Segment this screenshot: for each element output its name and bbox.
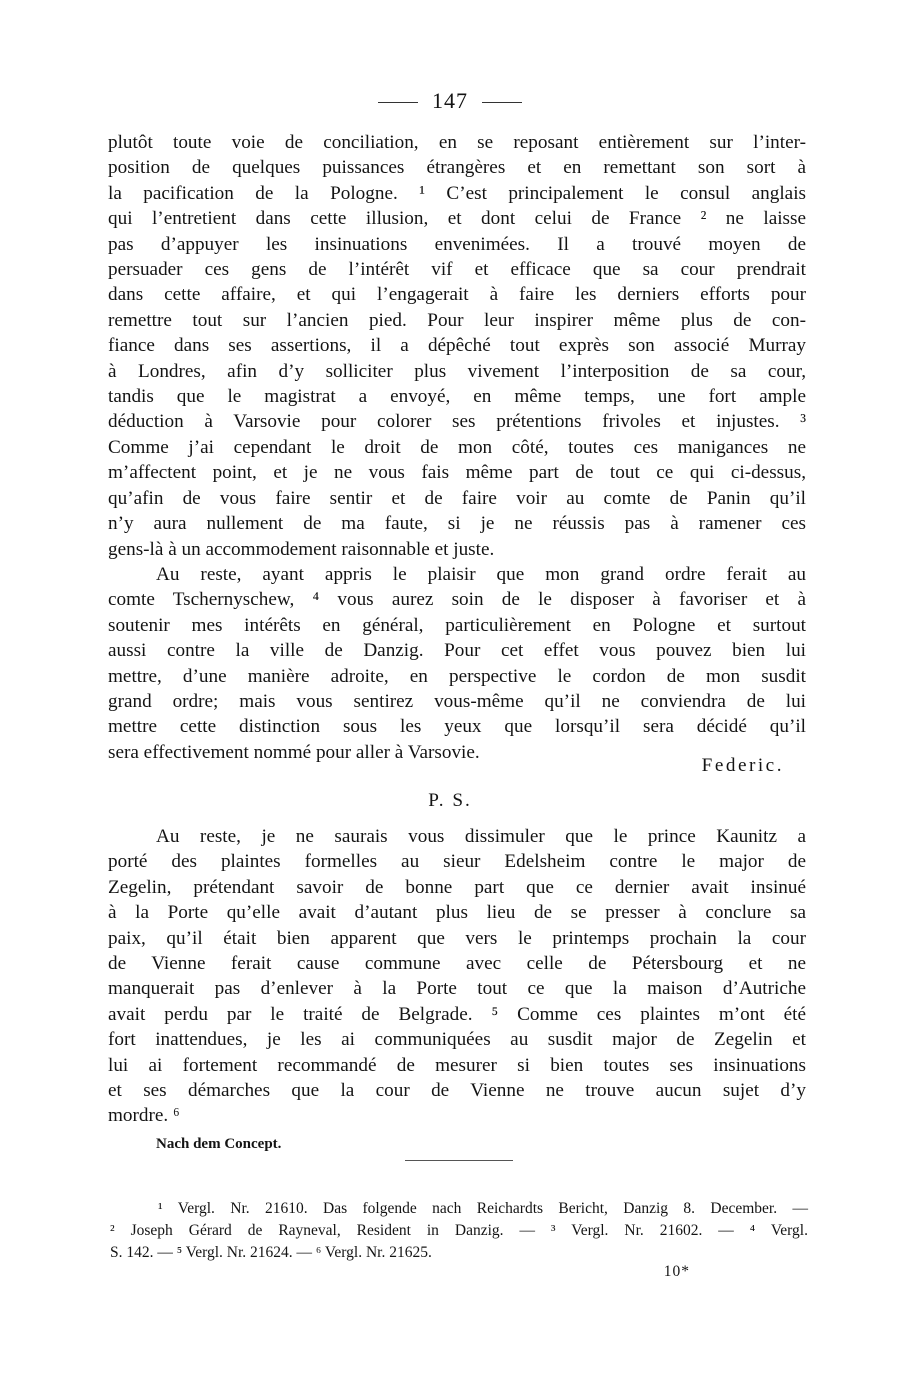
ps-line: Au reste, je ne saurais vous dissimuler que le prince Kaunitz a <box>156 826 806 847</box>
ps-line: porté des plaintes formelles au sieur Edelsheim contre le major de <box>108 851 806 873</box>
body-line: tandis que le magistrat a envoyé, en même temps, une fort ample <box>108 386 806 408</box>
body-line: mettre, d’une manière adroite, en perspective le cordon de mon susdit <box>108 665 806 687</box>
body-line: position de quelques puissances étrangères et en remettant son sort à <box>108 157 806 179</box>
postscript-heading: P. S. <box>428 790 472 811</box>
body-line: dans cette affaire, et qui l’engagerait à faire les derniers efforts pour <box>108 284 806 306</box>
ps-line: Zegelin, prétendant savoir de bonne part que ce dernier avait insinué <box>108 876 806 898</box>
body-line: soutenir mes intérêts en général, particulièrement en Pologne et surtout <box>108 614 806 636</box>
ps-line: de Vienne ferait cause commune avec celle de Pétersbourg et ne <box>108 953 806 975</box>
header-dash-left <box>378 102 418 103</box>
body-line: plutôt toute voie de conciliation, en se reposant entièrement sur l’inter- <box>108 132 806 153</box>
letter-body <box>108 130 806 765</box>
body-line: fiance dans ses assertions, il a dépêché tout exprès son associé Murray <box>108 335 806 357</box>
body-line: qu’afin de vous faire sentir et de faire voir au comte de Panin qu’il <box>108 487 806 509</box>
body-line: Comme j’ai cependant le droit de mon côté, toutes ces manigances ne <box>108 436 806 458</box>
body-line: sera effectivement nommé pour aller à Varsovie. <box>108 741 480 763</box>
ps-line: et ses démarches que la cour de Vienne ne trouve aucun sujet d’y <box>108 1080 806 1102</box>
body-line: la pacification de la Pologne. ¹ C’est principalement le consul anglais <box>108 182 806 204</box>
footnotes <box>110 1198 808 1264</box>
signature-mark: 10* <box>663 1263 690 1280</box>
ps-line: fort inattendues, je les ai communiquées au susdit major de Zegelin et <box>108 1029 806 1051</box>
body-line: grand ordre; mais vous sentirez vous-même qu’il ne conviendra de lui <box>108 690 806 712</box>
footnote-line: S. 142. — ⁵ Vergl. Nr. 21624. — ⁶ Vergl. Nr. 21625. <box>110 1244 432 1261</box>
body-line: m’affectent point, et je ne vous fais même part de tout ce qui ci-dessus, <box>108 462 806 484</box>
footnote-line: ² Joseph Gérard de Rayneval, Resident in Danzig. — ³ Vergl. Nr. 21602. — ⁴ Vergl. <box>110 1222 808 1239</box>
body-line: déduction à Varsovie pour colorer ses prétentions frivoles et injustes. ³ <box>108 411 806 433</box>
ps-line: manquerait pas d’enlever à la Porte tout ce que la maison d’Autriche <box>108 978 806 1000</box>
source-note: Nach dem Concept. <box>156 1136 282 1152</box>
ps-line: avait perdu par le traité de Belgrade. ⁵ Comme ces plaintes m’ont été <box>108 1003 806 1025</box>
header-dash-right <box>482 102 522 103</box>
signature: Federic. <box>701 755 784 776</box>
footnote-separator <box>405 1160 513 1161</box>
body-line: persuader ces gens de l’intérêt vif et efficace que sa cour prendrait <box>108 259 806 281</box>
body-line: aussi contre la ville de Danzig. Pour cet effet vous pouvez bien lui <box>108 640 806 662</box>
footnote-line: ¹ Vergl. Nr. 21610. Das folgende nach Reichardts Bericht, Danzig 8. December. — <box>158 1200 808 1217</box>
body-line: remettre tout sur l’ancien pied. Pour leur inspirer même plus de con- <box>108 309 806 331</box>
body-line: comte Tschernyschew, ⁴ vous aurez soin de le disposer à favoriser et à <box>108 589 806 611</box>
page-number-header <box>0 88 900 114</box>
ps-line: à la Porte qu’elle avait d’autant plus lieu de se presser à conclure sa <box>108 902 806 924</box>
body-line: à Londres, afin d’y solliciter plus vivement l’interposition de sa cour, <box>108 360 806 382</box>
page-number: 147 <box>432 88 468 113</box>
body-line: pas d’appuyer les insinuations envenimées. Il a trouvé moyen de <box>108 233 806 255</box>
body-line: Au reste, ayant appris le plaisir que mon grand ordre ferait au <box>156 563 806 585</box>
ps-line: lui ai fortement recommandé de mesurer si bien toutes ses insinuations <box>108 1054 806 1076</box>
ps-line: paix, qu’il était bien apparent que vers le printemps prochain la cour <box>108 927 806 949</box>
postscript-body <box>108 824 806 1129</box>
ps-line: mordre. ⁶ <box>108 1105 180 1127</box>
body-line: mettre cette distinction sous les yeux que lorsqu’il sera décidé qu’il <box>108 716 806 738</box>
body-line: gens-là à un accommodement raisonnable et juste. <box>108 538 495 560</box>
body-line: n’y aura nullement de ma faute, si je ne réussis pas à ramener ces <box>108 513 806 535</box>
body-line: qui l’entretient dans cette illusion, et dont celui de France ² ne laisse <box>108 208 806 230</box>
